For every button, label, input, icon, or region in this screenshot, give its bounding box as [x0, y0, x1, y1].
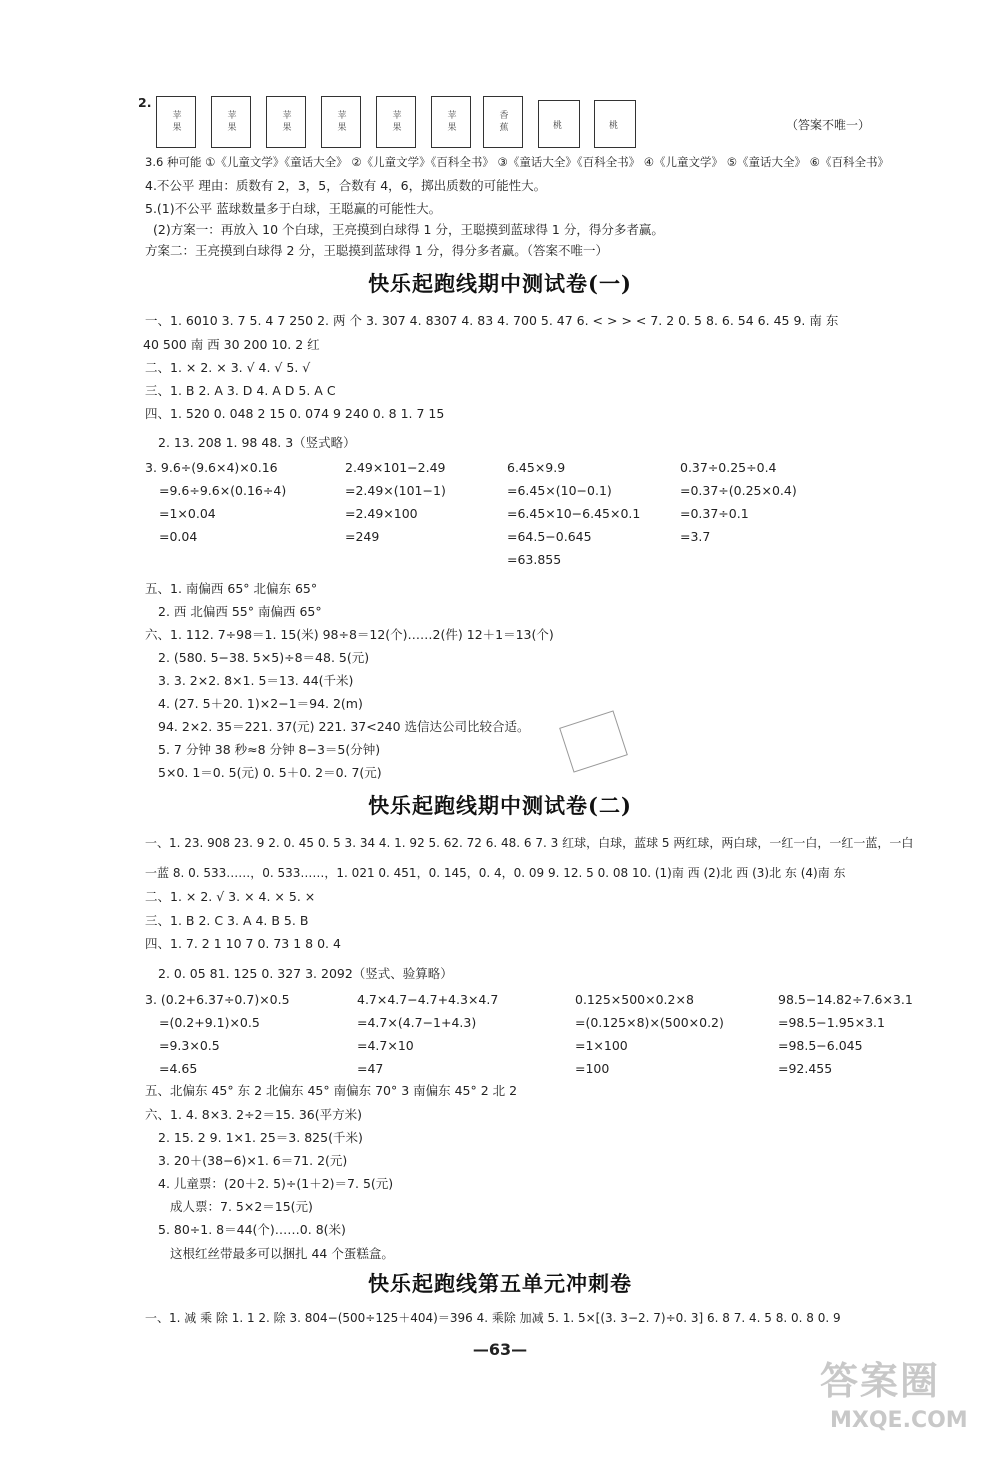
answer-line: 2. 13. 208 1. 98 48. 3（竖式略） [158, 435, 356, 450]
answer-cards-row [138, 92, 898, 152]
answer-line: 六、1. 4. 8×3. 2÷2＝15. 36(平方米) [145, 1107, 363, 1122]
answer-line: 四、1. 520 0. 048 2 15 0. 074 9 240 0. 8 1. 7 15 [145, 406, 445, 421]
fruit-card: 苹果 [211, 96, 251, 148]
watermark-logo: 答案圈 [820, 1358, 941, 1403]
fruit-card: 桃 [538, 100, 580, 148]
answer-note: （答案不唯一） [786, 118, 871, 132]
answer-line: 3. 3. 2×2. 8×1. 5＝13. 44(千米) [158, 673, 354, 688]
calc-column: 4.7×4.7−4.7+4.3×4.7 =4.7×(4.7−1+4.3) =4.7×10 =47 [357, 992, 499, 1076]
calc-column: 6.45×9.9 =6.45×(10−0.1) =6.45×10−6.45×0.1 =64.5−0.645 =63.855 [507, 460, 641, 567]
section-title: 快乐起跑线期中测试卷(二) [368, 793, 632, 818]
calc-column: 0.37÷0.25÷0.4 =0.37÷(0.25×0.4) =0.37÷0.1 =3.7 [680, 460, 797, 544]
answer-line: 一、1. 6010 3. 7 5. 4 7 250 2. 两 个 3. 307 4. 8307 4. 83 4. 700 5. 47 6. < > > < 7. 2 0. 5 8. 6. 54 6. 45 9. 南 东 [145, 313, 839, 328]
answer-line: 4. 儿童票：(20＋2. 5)÷(1＋2)＝7. 5(元) [158, 1176, 394, 1191]
answer-line: 94. 2×2. 35＝221. 37(元) 221. 37<240 选信达公司比较合适。 [158, 719, 530, 734]
answer-line: 2. 15. 2 9. 1×1. 25＝3. 825(千米) [158, 1130, 363, 1145]
answer-line: 5.(1)不公平 蓝球数量多于白球，王聪赢的可能性大。 [145, 201, 442, 216]
answer-line: 一、1. 23. 908 23. 9 2. 0. 45 0. 5 3. 34 4. 1. 92 5. 62. 72 6. 48. 6 7. 3 红球，白球，蓝球 5 两红球，两白球，一红一白，一红一蓝，一白 [145, 836, 914, 850]
stamp-mark [559, 710, 628, 772]
answer-line: 方案二：王亮摸到白球得 2 分，王聪摸到蓝球得 1 分，得分多者赢。（答案不唯一） [145, 243, 609, 258]
answer-line: 4.不公平 理由：质数有 2，3，5，合数有 4，6，掷出质数的可能性大。 [145, 178, 547, 193]
answer-line: 二、1. × 2. × 3. √ 4. √ 5. √ [145, 360, 311, 375]
fruit-card: 苹果 [376, 96, 416, 148]
answer-line: 2. 西 北偏西 55° 南偏西 65° [158, 604, 322, 619]
fruit-card: 苹果 [266, 96, 306, 148]
answer-line: 二、1. × 2. √ 3. × 4. × 5. × [145, 889, 316, 904]
fruit-card: 香蕉 [483, 96, 523, 148]
calc-column: 2.49×101−2.49 =2.49×(101−1) =2.49×100 =249 [345, 460, 446, 544]
section-title: 快乐起跑线期中测试卷(一) [368, 271, 632, 296]
answer-line: 3. 20＋(38−6)×1. 6＝71. 2(元) [158, 1153, 348, 1168]
question-number: 2. [138, 95, 152, 110]
answer-line: 成人票：7. 5×2＝15(元) [170, 1199, 313, 1214]
fruit-card: 桃 [594, 100, 636, 148]
calc-column: 0.125×500×0.2×8 =(0.125×8)×(500×0.2) =1×100 =100 [575, 992, 724, 1076]
calc-column: 3. 9.6÷(9.6×4)×0.16 =9.6÷9.6×(0.16÷4) =1×0.04 =0.04 [145, 460, 287, 544]
calc-column: 98.5−14.82÷7.6×3.1 =98.5−1.95×3.1 =98.5−6.045 =92.455 [778, 992, 913, 1076]
fruit-card: 苹果 [321, 96, 361, 148]
answer-line: 4. (27. 5＋20. 1)×2−1＝94. 2(m) [158, 696, 363, 711]
fruit-card: 苹果 [156, 96, 196, 148]
answer-line: 2. 0. 05 81. 125 0. 327 3. 2092（竖式、验算略） [158, 966, 453, 981]
answer-line: 5×0. 1＝0. 5(元) 0. 5＋0. 2＝0. 7(元) [158, 765, 382, 780]
answer-line: 这根红丝带最多可以捆扎 44 个蛋糕盒。 [170, 1246, 394, 1261]
answer-line: 三、1. B 2. A 3. D 4. A D 5. A C [145, 383, 336, 398]
answer-line: 2. (580. 5−38. 5×5)÷8＝48. 5(元) [158, 650, 370, 665]
answer-line: (2)方案一：再放入 10 个白球，王亮摸到白球得 1 分，王聪摸到蓝球得 1 分，得分多者赢。 [153, 222, 664, 237]
answer-line: 四、1. 7. 2 1 10 7 0. 73 1 8 0. 4 [145, 936, 341, 951]
watermark-domain: MXQE.COM [830, 1408, 968, 1433]
answer-line: 40 500 南 西 30 200 10. 2 红 [143, 337, 320, 352]
answer-line: 一蓝 8. 0. 533……，0. 533……，1. 021 0. 451，0. 145，0. 4，0. 09 9. 12. 5 0. 08 10. (1)南 西 (2)北 西 (3)北 东 (4)南 东 [145, 866, 846, 880]
answer-line: 5. 80÷1. 8＝44(个)……0. 8(米) [158, 1222, 346, 1237]
calc-column: 3. (0.2+6.37÷0.7)×0.5 =(0.2+9.1)×0.5 =9.3×0.5 =4.65 [145, 992, 290, 1076]
answer-line: 六、1. 112. 7÷98＝1. 15(米) 98÷8＝12(个)……2(件) 12＋1＝13(个) [145, 627, 554, 642]
answer-line: 一、1. 减 乘 除 1. 1 2. 除 3. 804−(500÷125＋404)＝396 4. 乘除 加减 5. 1. 5×[(3. 3−2. 7)÷0. 3] 6. 8 7. 4. 5 8. 0. 8 0. 9 [145, 1311, 841, 1325]
answer-line: 五、1. 南偏西 65° 北偏东 65° [145, 581, 318, 596]
answer-line: 五、北偏东 45° 东 2 北偏东 45° 南偏东 70° 3 南偏东 45° 2 北 2 [145, 1083, 518, 1098]
answer-line: 三、1. B 2. C 3. A 4. B 5. B [145, 913, 309, 928]
section-title: 快乐起跑线第五单元冲刺卷 [368, 1271, 632, 1296]
fruit-card: 苹果 [431, 96, 471, 148]
answer-line: 5. 7 分钟 38 秒≈8 分钟 8−3＝5(分钟) [158, 742, 381, 757]
answer-line: 3.6 种可能 ①《儿童文学》《童话大全》 ②《儿童文学》《百科全书》 ③《童话大全》《百科全书》 ④《儿童文学》 ⑤《童话大全》 ⑥《百科全书》 [145, 155, 889, 169]
page-number: —63— [472, 1340, 528, 1359]
